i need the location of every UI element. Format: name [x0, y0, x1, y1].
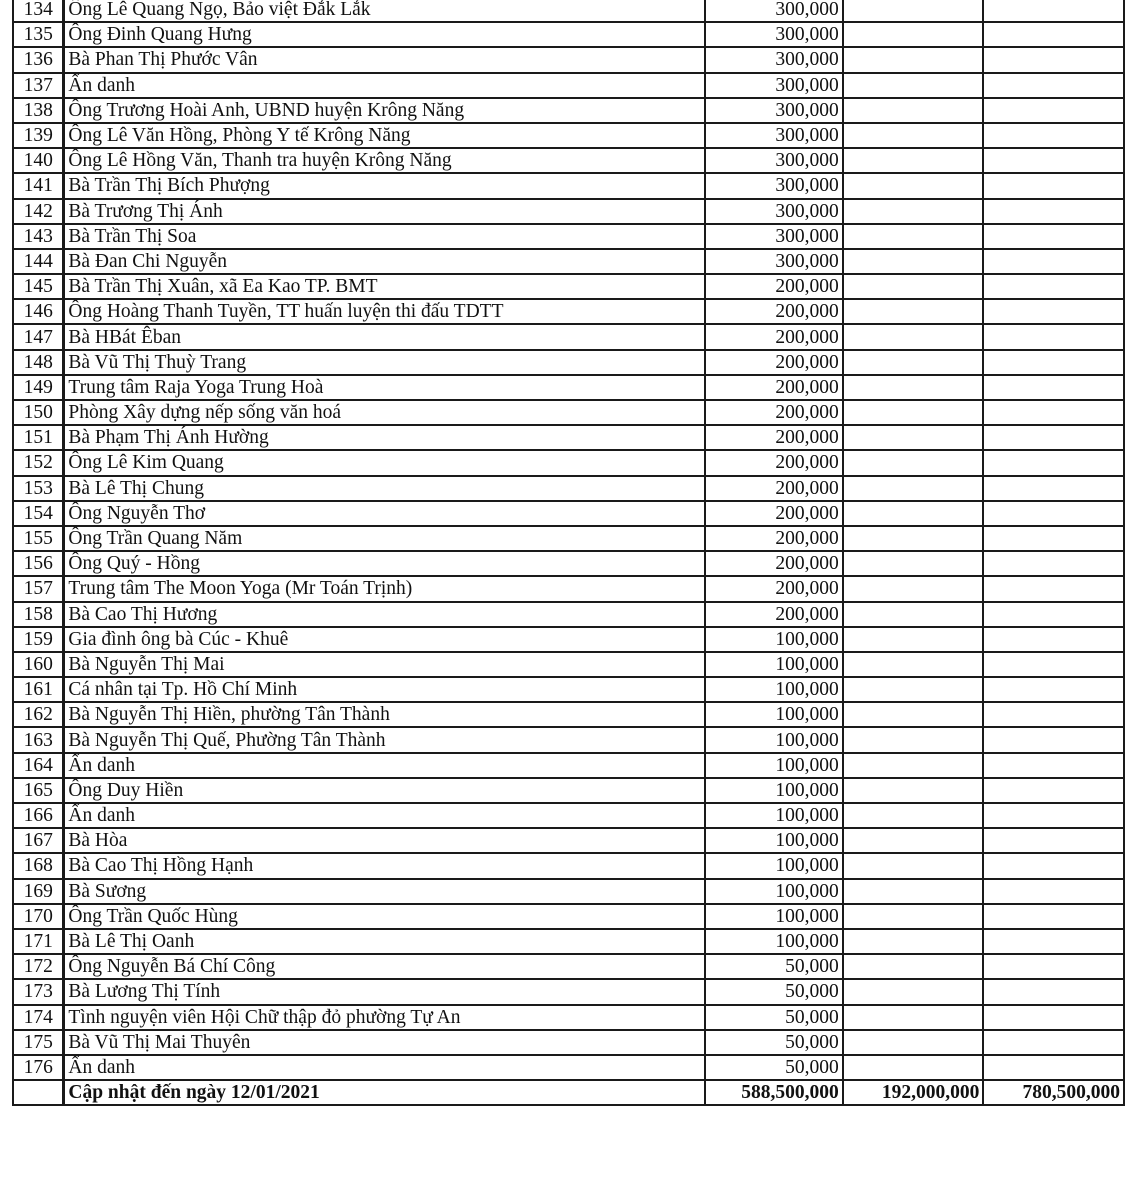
- row-col5: [983, 677, 1124, 702]
- row-stt: 170: [13, 904, 64, 929]
- row-col4: [843, 904, 984, 929]
- table-row: [13, 224, 1124, 249]
- table-row: [13, 0, 1124, 22]
- row-col4: [843, 1030, 984, 1055]
- row-amount: 100,000: [705, 652, 843, 677]
- row-col4: [843, 627, 984, 652]
- row-col5: [983, 148, 1124, 173]
- row-name: Bà Sương: [64, 879, 705, 904]
- table-row: [13, 375, 1124, 400]
- row-name: Ông Lê Hồng Văn, Thanh tra huyện Krông Năng: [64, 148, 705, 173]
- row-stt: 176: [13, 1055, 64, 1080]
- row-col5: [983, 199, 1124, 224]
- row-col5: [983, 652, 1124, 677]
- row-col4: [843, 0, 984, 22]
- row-amount: 200,000: [705, 551, 843, 576]
- row-amount: 300,000: [705, 123, 843, 148]
- row-col4: [843, 73, 984, 98]
- row-col5: [983, 0, 1124, 22]
- row-name: Ông Duy Hiền: [64, 778, 705, 803]
- row-col4: [843, 274, 984, 299]
- row-col5: [983, 702, 1124, 727]
- row-col5: [983, 98, 1124, 123]
- row-amount: 50,000: [705, 1005, 843, 1030]
- row-stt: 173: [13, 979, 64, 1004]
- row-stt: 147: [13, 324, 64, 349]
- row-name: Bà Đan Chi Nguyễn: [64, 249, 705, 274]
- row-amount: 300,000: [705, 199, 843, 224]
- row-col4: [843, 576, 984, 601]
- row-stt: 159: [13, 627, 64, 652]
- row-col5: [983, 350, 1124, 375]
- row-name: Ông Lê Kim Quang: [64, 450, 705, 475]
- table-row: [13, 702, 1124, 727]
- row-col5: [983, 828, 1124, 853]
- row-name: Cá nhân tại Tp. Hồ Chí Minh: [64, 677, 705, 702]
- row-stt: 144: [13, 249, 64, 274]
- table-row: [13, 1005, 1124, 1030]
- row-stt: 166: [13, 803, 64, 828]
- row-amount: 200,000: [705, 576, 843, 601]
- row-stt: 151: [13, 425, 64, 450]
- row-amount: 50,000: [705, 1055, 843, 1080]
- row-name: Ông Nguyễn Thơ: [64, 501, 705, 526]
- row-col5: [983, 979, 1124, 1004]
- row-amount: 100,000: [705, 828, 843, 853]
- table-row: [13, 979, 1124, 1004]
- row-amount: 200,000: [705, 501, 843, 526]
- row-name: Bà Vũ Thị Thuỳ Trang: [64, 350, 705, 375]
- row-col4: [843, 1005, 984, 1030]
- row-name: Ông Nguyễn Bá Chí Công: [64, 954, 705, 979]
- row-stt: 136: [13, 47, 64, 72]
- row-amount: 100,000: [705, 702, 843, 727]
- row-amount: 100,000: [705, 929, 843, 954]
- row-amount: 200,000: [705, 526, 843, 551]
- table-row: [13, 199, 1124, 224]
- row-amount: 100,000: [705, 803, 843, 828]
- row-col4: [843, 853, 984, 878]
- row-col4: [843, 979, 984, 1004]
- row-col5: [983, 324, 1124, 349]
- row-col5: [983, 400, 1124, 425]
- row-col5: [983, 879, 1124, 904]
- row-col4: [843, 375, 984, 400]
- row-name: Bà Trần Thị Bích Phượng: [64, 173, 705, 198]
- row-name: Bà Hòa: [64, 828, 705, 853]
- table-row: [13, 299, 1124, 324]
- row-amount: 100,000: [705, 727, 843, 752]
- row-amount: 200,000: [705, 375, 843, 400]
- row-col4: [843, 98, 984, 123]
- table-row: [13, 274, 1124, 299]
- total-amount: 588,500,000: [705, 1080, 843, 1105]
- row-col4: [843, 123, 984, 148]
- row-col4: [843, 677, 984, 702]
- table-row: [13, 173, 1124, 198]
- row-stt: 150: [13, 400, 64, 425]
- table-body: [13, 0, 1124, 1105]
- row-stt: 152: [13, 450, 64, 475]
- row-name: Trung tâm The Moon Yoga (Mr Toán Trịnh): [64, 576, 705, 601]
- row-name: Bà Nguyễn Thị Mai: [64, 652, 705, 677]
- table-row: [13, 476, 1124, 501]
- row-name: Bà Cao Thị Hương: [64, 602, 705, 627]
- row-col4: [843, 602, 984, 627]
- row-stt: 146: [13, 299, 64, 324]
- table-row: [13, 853, 1124, 878]
- row-col4: [843, 224, 984, 249]
- table-row: [13, 400, 1124, 425]
- row-amount: 200,000: [705, 602, 843, 627]
- table-row: [13, 350, 1124, 375]
- row-col5: [983, 173, 1124, 198]
- row-col5: [983, 1005, 1124, 1030]
- row-col4: [843, 929, 984, 954]
- row-stt: 162: [13, 702, 64, 727]
- table-row: [13, 551, 1124, 576]
- row-col5: [983, 47, 1124, 72]
- row-name: Bà Phạm Thị Ánh Hường: [64, 425, 705, 450]
- table-row: [13, 22, 1124, 47]
- row-name: Bà Nguyễn Thị Quế, Phường Tân Thành: [64, 727, 705, 752]
- row-stt: 158: [13, 602, 64, 627]
- row-stt: 153: [13, 476, 64, 501]
- row-stt: 145: [13, 274, 64, 299]
- row-col5: [983, 929, 1124, 954]
- row-name: Bà Phan Thị Phước Vân: [64, 47, 705, 72]
- row-col5: [983, 123, 1124, 148]
- total-stt: [13, 1080, 64, 1105]
- total-row: [13, 1080, 1124, 1105]
- row-stt: 171: [13, 929, 64, 954]
- row-col4: [843, 828, 984, 853]
- row-name: Ẩn danh: [64, 73, 705, 98]
- row-stt: 148: [13, 350, 64, 375]
- row-amount: 300,000: [705, 224, 843, 249]
- total-label: Cập nhật đến ngày 12/01/2021: [64, 1080, 705, 1105]
- table-row: [13, 778, 1124, 803]
- row-amount: 200,000: [705, 425, 843, 450]
- table-row: [13, 828, 1124, 853]
- row-col4: [843, 727, 984, 752]
- row-amount: 100,000: [705, 879, 843, 904]
- row-amount: 200,000: [705, 324, 843, 349]
- table-row: [13, 727, 1124, 752]
- row-amount: 300,000: [705, 173, 843, 198]
- row-col4: [843, 501, 984, 526]
- row-name: Trung tâm Raja Yoga Trung Hoà: [64, 375, 705, 400]
- row-col5: [983, 954, 1124, 979]
- row-name: Bà Trần Thị Xuân, xã Ea Kao TP. BMT: [64, 274, 705, 299]
- row-stt: 157: [13, 576, 64, 601]
- table-row: [13, 98, 1124, 123]
- row-name: Bà Lương Thị Tính: [64, 979, 705, 1004]
- row-stt: 168: [13, 853, 64, 878]
- row-name: Bà Cao Thị Hồng Hạnh: [64, 853, 705, 878]
- row-name: Ông Trần Quang Năm: [64, 526, 705, 551]
- row-col4: [843, 476, 984, 501]
- row-stt: 161: [13, 677, 64, 702]
- row-amount: 300,000: [705, 73, 843, 98]
- row-stt: 169: [13, 879, 64, 904]
- row-col5: [983, 501, 1124, 526]
- row-amount: 300,000: [705, 98, 843, 123]
- row-amount: 200,000: [705, 350, 843, 375]
- row-stt: 164: [13, 753, 64, 778]
- row-amount: 100,000: [705, 753, 843, 778]
- table-row: [13, 1030, 1124, 1055]
- table-row: [13, 501, 1124, 526]
- row-col5: [983, 1030, 1124, 1055]
- row-col5: [983, 249, 1124, 274]
- row-stt: 156: [13, 551, 64, 576]
- row-col4: [843, 526, 984, 551]
- row-stt: 141: [13, 173, 64, 198]
- row-col4: [843, 753, 984, 778]
- row-col4: [843, 425, 984, 450]
- row-stt: 155: [13, 526, 64, 551]
- row-col4: [843, 22, 984, 47]
- row-stt: 135: [13, 22, 64, 47]
- row-col4: [843, 954, 984, 979]
- row-stt: 172: [13, 954, 64, 979]
- row-stt: 149: [13, 375, 64, 400]
- row-amount: 100,000: [705, 778, 843, 803]
- row-amount: 100,000: [705, 853, 843, 878]
- row-name: Ông Lê Văn Hồng, Phòng Y tế Krông Năng: [64, 123, 705, 148]
- table-row: [13, 73, 1124, 98]
- table-row: [13, 526, 1124, 551]
- row-col4: [843, 778, 984, 803]
- row-col5: [983, 476, 1124, 501]
- donation-table: [12, 0, 1125, 1106]
- row-amount: 300,000: [705, 0, 843, 22]
- row-name: Gia đình ông bà Cúc - Khuê: [64, 627, 705, 652]
- row-col5: [983, 22, 1124, 47]
- row-col5: [983, 274, 1124, 299]
- row-col5: [983, 753, 1124, 778]
- row-amount: 300,000: [705, 22, 843, 47]
- row-name: Bà Vũ Thị Mai Thuyên: [64, 1030, 705, 1055]
- row-name: Bà Trần Thị Soa: [64, 224, 705, 249]
- row-amount: 50,000: [705, 979, 843, 1004]
- row-stt: 134: [13, 0, 64, 22]
- row-col5: [983, 803, 1124, 828]
- row-stt: 137: [13, 73, 64, 98]
- row-stt: 167: [13, 828, 64, 853]
- row-col5: [983, 551, 1124, 576]
- table-row: [13, 425, 1124, 450]
- row-col5: [983, 727, 1124, 752]
- row-amount: 100,000: [705, 677, 843, 702]
- table-row: [13, 324, 1124, 349]
- row-col4: [843, 324, 984, 349]
- row-col4: [843, 1055, 984, 1080]
- row-col5: [983, 425, 1124, 450]
- row-col5: [983, 778, 1124, 803]
- row-amount: 100,000: [705, 627, 843, 652]
- total-col5: 780,500,000: [983, 1080, 1124, 1105]
- row-col5: [983, 73, 1124, 98]
- row-name: Ông Trương Hoài Anh, UBND huyện Krông Năng: [64, 98, 705, 123]
- row-col5: [983, 526, 1124, 551]
- row-col4: [843, 350, 984, 375]
- row-stt: 175: [13, 1030, 64, 1055]
- row-col5: [983, 299, 1124, 324]
- row-amount: 300,000: [705, 47, 843, 72]
- total-col4: 192,000,000: [843, 1080, 984, 1105]
- row-amount: 200,000: [705, 450, 843, 475]
- table-row: [13, 47, 1124, 72]
- table-row: [13, 249, 1124, 274]
- row-name: Bà Lê Thị Chung: [64, 476, 705, 501]
- table-row: [13, 904, 1124, 929]
- row-stt: 139: [13, 123, 64, 148]
- row-name: Bà HBát Êban: [64, 324, 705, 349]
- table-row: [13, 602, 1124, 627]
- row-stt: 142: [13, 199, 64, 224]
- row-name: Ẩn danh: [64, 1055, 705, 1080]
- row-col5: [983, 904, 1124, 929]
- table-row: [13, 652, 1124, 677]
- table-row: [13, 1055, 1124, 1080]
- table-row: [13, 954, 1124, 979]
- row-amount: 300,000: [705, 249, 843, 274]
- table-row: [13, 450, 1124, 475]
- row-stt: 165: [13, 778, 64, 803]
- row-col5: [983, 627, 1124, 652]
- table-row: [13, 148, 1124, 173]
- row-col4: [843, 47, 984, 72]
- row-amount: 200,000: [705, 400, 843, 425]
- row-col4: [843, 199, 984, 224]
- row-name: Bà Nguyễn Thị Hiền, phường Tân Thành: [64, 702, 705, 727]
- row-amount: 300,000: [705, 148, 843, 173]
- row-col4: [843, 879, 984, 904]
- row-col5: [983, 224, 1124, 249]
- row-stt: 174: [13, 1005, 64, 1030]
- row-name: Ẩn danh: [64, 753, 705, 778]
- row-name: Ông Lê Quang Ngọ, Bảo việt Đắk Lắk: [64, 0, 705, 22]
- row-col4: [843, 702, 984, 727]
- row-col4: [843, 148, 984, 173]
- row-stt: 154: [13, 501, 64, 526]
- row-name: Phòng Xây dựng nếp sống văn hoá: [64, 400, 705, 425]
- row-col4: [843, 173, 984, 198]
- row-amount: 200,000: [705, 299, 843, 324]
- row-col4: [843, 803, 984, 828]
- row-name: Ông Hoàng Thanh Tuyền, TT huấn luyện thi đấu TDTT: [64, 299, 705, 324]
- row-col4: [843, 551, 984, 576]
- row-col5: [983, 375, 1124, 400]
- row-name: Tình nguyện viên Hội Chữ thập đỏ phường Tự An: [64, 1005, 705, 1030]
- table-row: [13, 576, 1124, 601]
- row-amount: 50,000: [705, 1030, 843, 1055]
- row-amount: 50,000: [705, 954, 843, 979]
- row-stt: 160: [13, 652, 64, 677]
- table-row: [13, 627, 1124, 652]
- row-name: Ẩn danh: [64, 803, 705, 828]
- row-amount: 200,000: [705, 476, 843, 501]
- row-stt: 140: [13, 148, 64, 173]
- row-col4: [843, 249, 984, 274]
- row-col4: [843, 652, 984, 677]
- row-amount: 100,000: [705, 904, 843, 929]
- row-name: Bà Lê Thị Oanh: [64, 929, 705, 954]
- row-amount: 200,000: [705, 274, 843, 299]
- table-row: [13, 803, 1124, 828]
- row-col4: [843, 400, 984, 425]
- row-col4: [843, 450, 984, 475]
- table-row: [13, 123, 1124, 148]
- row-name: Ông Quý - Hồng: [64, 551, 705, 576]
- table-row: [13, 677, 1124, 702]
- row-col5: [983, 576, 1124, 601]
- row-col5: [983, 450, 1124, 475]
- row-stt: 143: [13, 224, 64, 249]
- row-name: Ông Trần Quốc Hùng: [64, 904, 705, 929]
- row-col5: [983, 1055, 1124, 1080]
- table-row: [13, 879, 1124, 904]
- table-row: [13, 929, 1124, 954]
- row-name: Ông Đinh Quang Hưng: [64, 22, 705, 47]
- row-col5: [983, 602, 1124, 627]
- row-stt: 138: [13, 98, 64, 123]
- row-col5: [983, 853, 1124, 878]
- table-row: [13, 753, 1124, 778]
- row-col4: [843, 299, 984, 324]
- row-stt: 163: [13, 727, 64, 752]
- row-name: Bà Trương Thị Ánh: [64, 199, 705, 224]
